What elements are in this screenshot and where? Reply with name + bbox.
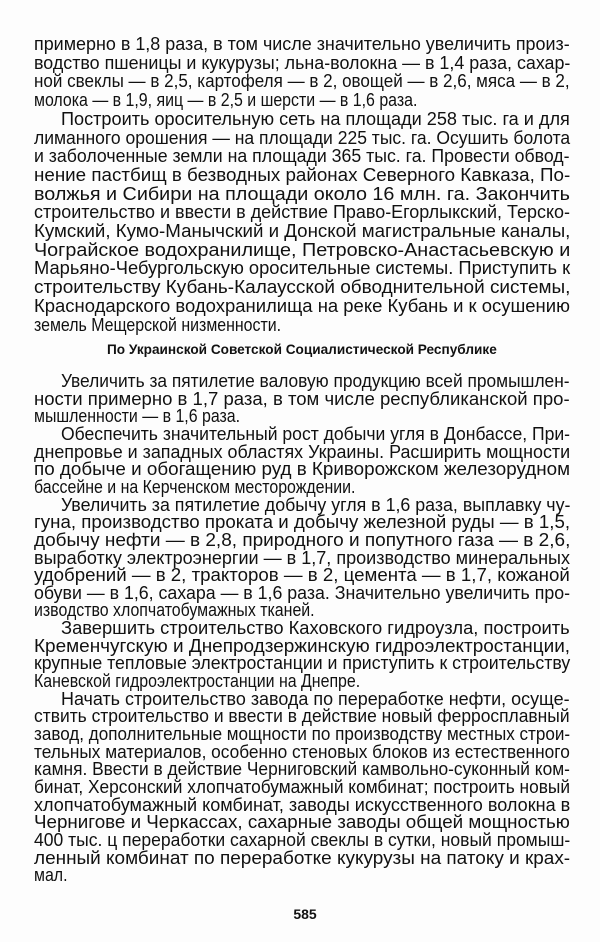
- text-line: мал.: [34, 864, 68, 886]
- text-line: волжья и Сибири на площади около 16 млн. га. Закончить: [34, 182, 570, 204]
- paragraph-start-line: Обеспечить значительный рост добычи угля в Донбассе, При-: [61, 422, 571, 444]
- text-line: строительству Кубань-Калаусской обводнительной системы,: [34, 276, 571, 298]
- text-line: земель Мещерской низменности.: [34, 313, 282, 335]
- text-line: изводство хлопчатобумажных тканей.: [34, 599, 315, 621]
- text-line: гуна, производство проката и добычу железной руды — в 1,5,: [34, 511, 571, 533]
- text-line: по добыче и обогащению руд в Криворожском железорудном: [34, 458, 571, 480]
- text-line: тельных материалов, особенно стеновых блоков из естественного: [34, 740, 570, 762]
- text-line: ствить строительство и ввести в действие новый ферросплавный: [34, 705, 570, 727]
- text-line: и заболоченные земли на площади 365 тыс. га. Провести обвод-: [34, 145, 570, 167]
- text-line: камня. Ввести в действие Черниговский камвольно-суконный ком-: [34, 758, 570, 780]
- text-line: добычу нефти — в 2,8, природного и попутного газа — в 2,6,: [34, 528, 571, 550]
- text-line: бинат, Херсонский хлопчатобумажный комбинат; построить новый: [34, 775, 571, 797]
- text-line: бассейне и на Керченском месторождении.: [34, 475, 356, 497]
- paragraph-start-line: Увеличить за пятилетие добычу угля в 1,6 раза, выплавку чу-: [61, 493, 571, 515]
- paragraph-start-line: Начать строительство завода по переработке нефти, осуще-: [61, 687, 570, 709]
- paragraph-start-line: Построить оросительную сеть на площади 258 тыс. га и для: [61, 107, 570, 129]
- text-line: лиманного орошения — на площади 225 тыс. га. Осушить болота: [34, 126, 571, 148]
- text-line: нение пастбищ в безводных районах Северного Кавказа, По-: [34, 163, 571, 185]
- text-line: ленный комбинат по переработке кукурузы на патоку и крах-: [34, 846, 571, 868]
- text-line: выработку электроэнергии — в 1,7, производство минеральных: [34, 546, 571, 568]
- text-line: строительство и ввести в действие Право-Егорлыкский, Терско-: [34, 201, 570, 223]
- text-line: Чограйское водохранилище, Петровско-Анастасьевскую и: [34, 238, 571, 260]
- text-line: Каневской гидроэлектростанции на Днепре.: [34, 670, 361, 692]
- text-line: Марьяно-Чебургольскую оросительные системы. Приступить к: [34, 257, 571, 279]
- paragraph-start-line: Завершить строительство Каховского гидроузла, построить: [61, 617, 570, 639]
- text-line: завод, дополнительные мощности по производству местных строи-: [34, 723, 571, 744]
- text-line: Кумский, Кумо-Манычский и Донской магистральные каналы,: [34, 220, 571, 241]
- text-line: ности примерно в 1,7 раза, в том числе республиканской про-: [34, 387, 570, 409]
- text-line: крупные тепловые электростанции и приступить к строительству: [34, 652, 571, 674]
- text-line: обуви — в 1,6, сахара — в 1,6 раза. Значительно увеличить про-: [34, 581, 571, 603]
- text-line: Кременчугскую и Днепродзержинскую гидроэлектростанции,: [34, 634, 571, 656]
- section-heading: По Украинской Советской Социалистической Республике: [107, 341, 497, 357]
- text-line: удобрений — в 2, тракторов — в 2, цемента — в 1,7, кожаной: [34, 564, 570, 586]
- text-line: хлопчатобумажный комбинат, заводы искусственного волокна в: [34, 793, 571, 815]
- text-line: днепровье и западных областях Украины. Расширить мощности: [34, 440, 571, 462]
- text-line: мышленности — в 1,6 раза.: [34, 405, 241, 427]
- page-number: 585: [293, 906, 317, 922]
- text-line: водство пшеницы и кукурузы; льна-волокна — в 1,4 раза, сахар-: [34, 51, 571, 73]
- text-line: молока — в 1,9, яиц — в 2,5 и шерсти — в 1,6 раза.: [34, 89, 418, 111]
- text-line: ной свеклы — в 2,5, картофеля — в 2, овощей — в 2,6, мяса — в 2,: [34, 70, 570, 92]
- paragraph-start-line: Увеличить за пятилетие валовую продукцию всей промышлен-: [61, 370, 570, 391]
- text-line: Краснодарского водохранилища на реке Кубань и к осушению: [34, 294, 570, 316]
- text-line: Чернигове и Черкассах, сахарные заводы общей мощностью: [34, 811, 570, 833]
- text-line: примерно в 1,8 раза, в том числе значительно увеличить произ-: [34, 33, 570, 54]
- text-line: 400 тыс. ц переработки сахарной свеклы в сутки, новый промыш-: [34, 828, 571, 850]
